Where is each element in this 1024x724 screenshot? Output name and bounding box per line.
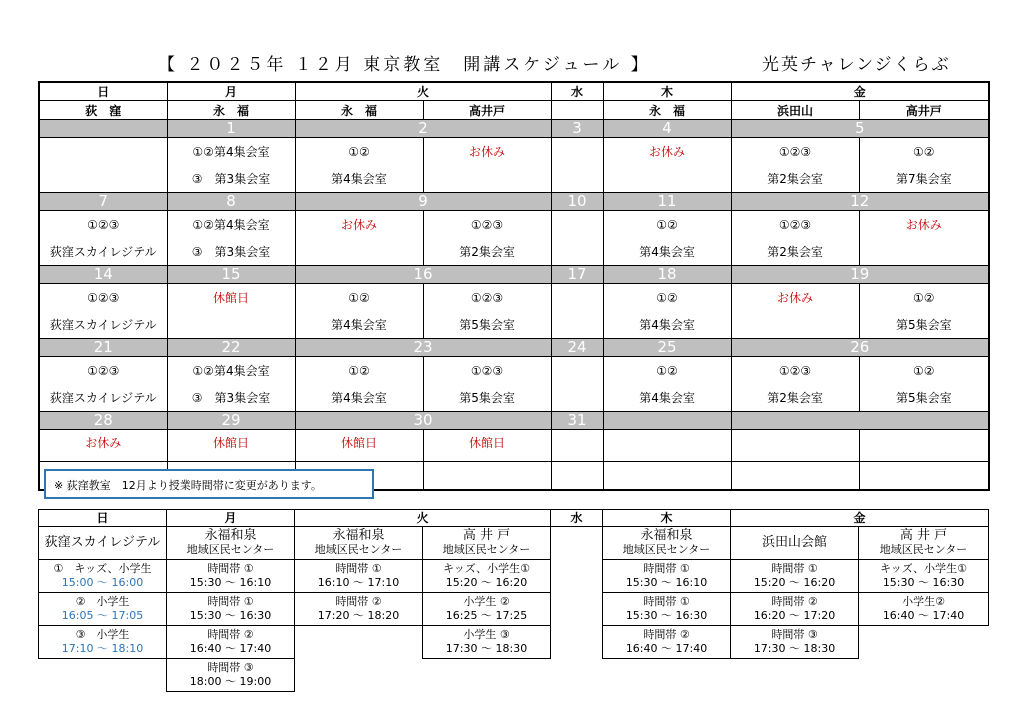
timeslot-time: 15:30 ～ 16:30 [882,576,965,589]
class-cell: ①② [603,211,731,239]
timeslot-label: 小学生② [902,595,945,608]
timeslot-cell [423,593,551,626]
date-cell: 9 [295,193,551,211]
weekday-fri: 金 [731,510,989,527]
timeslot-row [39,659,989,692]
room-cell: 第4集会室 [603,384,731,412]
venue-takaido-tue [423,527,551,560]
timeslot-time: 15:30 ～ 16:10 [625,576,708,589]
class-cell [551,430,603,462]
timeslot-label: 時間帯 ① [643,562,690,575]
class-cell: ①② [603,284,731,312]
timeslot-time: 17:10 ～ 18:10 [61,642,144,655]
timeslot-cell [731,593,859,626]
weekday-mon: 月 [167,82,295,101]
timeslot-time: 15:30 ～ 16:30 [189,609,272,622]
room-cell [295,238,423,266]
timeslot-time: 15:00 ～ 16:00 [61,576,144,589]
room-cell: 第4集会室 [295,384,423,412]
date-cell: 22 [167,339,295,357]
location-header: 永 福 [167,101,295,120]
timeslot-time: 16:20 ～ 17:20 [753,609,836,622]
venue-name: 永福和泉 [332,528,385,543]
class-cell: ①② [295,138,423,166]
closed-cell: お休み [423,138,551,166]
venue-eifuku-tue [295,527,423,560]
timeslot-time: 16:25 ～ 17:25 [445,609,528,622]
room-cell: 第2集会室 [731,165,859,193]
date-row [39,266,989,284]
timeslot-time: 15:30 ～ 16:10 [189,576,272,589]
closed-cell: お休み [731,284,859,312]
room-cell: 荻窪スカイレジテル [39,238,167,266]
class-cell: ①②③ [731,138,859,166]
venue-eifuku-thu [603,527,731,560]
class-cell [859,430,989,462]
location-header [551,101,603,120]
timeslot-label: 時間帯 ② [335,595,382,608]
date-cell: 18 [603,266,731,284]
timetable [38,509,989,692]
room-cell [423,165,551,193]
date-cell: 11 [603,193,731,211]
weekday-sun: 日 [39,82,167,101]
date-cell: 29 [167,412,295,430]
class-cell: ①② [295,357,423,385]
date-cell: 26 [731,339,989,357]
date-cell: 25 [603,339,731,357]
timeslot-cell [167,626,295,659]
class-cell: ①②③ [39,357,167,385]
room-cell: 第5集会室 [423,384,551,412]
timeslot-label: キッズ、小学生① [880,562,968,575]
venue-name: 浜田山会館 [762,535,828,550]
timeslot-cell [39,626,167,659]
timeslot-row [39,626,989,659]
room-cell: 第4集会室 [295,311,423,339]
timeslot-cell [167,659,295,692]
class-cell [551,357,603,385]
date-cell: 21 [39,339,167,357]
timeslot-label: 小学生 ② [463,595,510,608]
timeslot-label: ② 小学生 [75,595,130,608]
room-row [39,238,989,266]
class-cell: ①②第4集会室 [167,357,295,385]
closed-cell: お休み [39,430,167,462]
date-cell: 8 [167,193,295,211]
room-cell [603,165,731,193]
timeslot-cell [731,560,859,593]
timeslot-label: 時間帯 ① [643,595,690,608]
venue-name: 荻窪スカイレジテル [44,535,161,550]
room-cell: 第7集会室 [859,165,989,193]
room-cell: 第4集会室 [603,238,731,266]
room-row [39,311,989,339]
date-cell: 30 [295,412,551,430]
weekday-mon: 月 [167,510,295,527]
weekday-header-row [39,82,989,101]
class-cell [551,284,603,312]
venue-sub: 地域区民センター [314,543,403,556]
timeslot-label: 時間帯 ① [771,562,818,575]
venue-name: 高 井 戸 [899,528,948,543]
date-cell: 2 [295,120,551,138]
date-row [39,120,989,138]
timeslot-cell [167,593,295,626]
venue-name: 高 井 戸 [462,528,511,543]
location-header: 荻 窪 [39,101,167,120]
closed-cell: 休館日 [167,284,295,312]
weekday-thu: 木 [603,82,731,101]
timeslot-label: キッズ、小学生① [443,562,530,575]
date-cell: 7 [39,193,167,211]
room-cell: 第5集会室 [423,311,551,339]
weekday-wed: 水 [551,82,603,101]
weekday-wed: 水 [551,510,603,527]
schedule-change-note: ※ 荻窪教室 12月より授業時間帯に変更があります。 [44,469,374,499]
room-cell [551,384,603,412]
timetable-weekday-row [39,510,989,527]
date-cell: 5 [731,120,989,138]
closed-cell: 休館日 [295,430,423,462]
timeslot-label: 時間帯 ① [207,562,254,575]
weekday-thu: 木 [603,510,731,527]
class-cell: ①②③ [39,211,167,239]
class-row [39,284,989,312]
date-cell: 16 [295,266,551,284]
timeslot-time: 15:20 ～ 16:20 [445,576,528,589]
location-header-row [39,101,989,120]
weekday-tue: 火 [295,510,551,527]
weekday-tue: 火 [295,82,551,101]
class-cell: ①②③ [731,357,859,385]
venue-sub: 地域区民センター [879,543,968,556]
location-header: 高井戸 [859,101,989,120]
date-cell: 15 [167,266,295,284]
schedule-calendar [38,81,990,491]
venue-sub: 地域区民センター [442,543,531,556]
venue-ogikubo [39,527,167,560]
timeslot-cell [859,560,989,593]
timeslot-time: 16:05 ～ 17:05 [61,609,144,622]
room-cell: ③ 第3集会室 [167,238,295,266]
closed-cell: 休館日 [423,430,551,462]
timeslot-time: 16:40 ～ 17:40 [625,642,708,655]
room-cell [551,311,603,339]
timeslot-time: 15:20 ～ 16:20 [753,576,836,589]
class-cell: ①②③ [423,211,551,239]
closed-cell: お休み [295,211,423,239]
room-cell: 荻窪スカイレジテル [39,384,167,412]
location-header: 永 福 [603,101,731,120]
date-cell: 28 [39,412,167,430]
timeslot-time: 16:40 ～ 17:40 [189,642,272,655]
timeslot-cell [295,593,423,626]
timeslot-time: 18:00 ～ 19:00 [189,675,272,688]
venue-eifuku-mon [167,527,295,560]
class-cell: ①② [859,357,989,385]
class-cell: ①② [295,284,423,312]
room-cell: 第2集会室 [423,238,551,266]
timeslot-row [39,560,989,593]
class-cell: ①② [603,357,731,385]
timeslot-label: 時間帯 ③ [207,661,254,674]
room-cell [731,311,859,339]
date-cell: 4 [603,120,731,138]
timeslot-time: 16:10 ～ 17:10 [317,576,400,589]
date-cell: 17 [551,266,603,284]
organization-name: 光英チャレンジくらぶ [762,55,951,75]
class-cell [731,430,859,462]
venue-name: 永福和泉 [640,528,693,543]
room-row [39,384,989,412]
room-cell: 第5集会室 [859,311,989,339]
class-row [39,211,989,239]
timeslot-time: 17:20 ～ 18:20 [317,609,400,622]
timeslot-time: 17:30 ～ 18:30 [753,642,836,655]
timeslot-cell [731,626,859,659]
venue-name: 永福和泉 [204,528,257,543]
location-header: 浜田山 [731,101,859,120]
closed-cell: お休み [603,138,731,166]
date-row [39,193,989,211]
timeslot-cell [423,626,551,659]
room-cell: 荻窪スカイレジテル [39,311,167,339]
room-cell: 第4集会室 [295,165,423,193]
room-cell: 第2集会室 [731,238,859,266]
timeslot-label: 時間帯 ② [643,628,690,641]
weekday-sun: 日 [39,510,167,527]
timeslot-cell [167,560,295,593]
timeslot-label: ③ 小学生 [75,628,130,641]
timeslot-label: 小学生 ③ [463,628,510,641]
room-cell: 第5集会室 [859,384,989,412]
class-cell [551,138,603,166]
timeslot-time: 15:30 ～ 16:30 [625,609,708,622]
timeslot-cell [423,560,551,593]
timeslot-time: 16:40 ～ 17:40 [882,609,965,622]
room-cell [167,311,295,339]
timeslot-label: 時間帯 ① [335,562,382,575]
date-cell: 12 [731,193,989,211]
date-cell [39,120,167,138]
date-cell: 31 [551,412,603,430]
class-row [39,138,989,166]
timeslot-label: 時間帯 ② [771,595,818,608]
venue-takaido-fri [859,527,989,560]
date-row [39,339,989,357]
date-cell: 24 [551,339,603,357]
room-row [39,165,989,193]
timeslot-row [39,593,989,626]
timeslot-label: 時間帯 ② [207,628,254,641]
timeslot-label: ① キッズ、小学生 [53,562,152,575]
class-cell: ①②③ [731,211,859,239]
date-cell: 14 [39,266,167,284]
location-header: 高井戸 [423,101,551,120]
class-cell [603,430,731,462]
timeslot-cell [295,560,423,593]
venue-hamadayama-fri [731,527,859,560]
venue-row [39,527,989,560]
class-row [39,357,989,385]
class-cell: ①②③ [423,284,551,312]
venue-sub: 地域区民センター [622,543,711,556]
class-cell [39,138,167,166]
date-cell: 3 [551,120,603,138]
room-cell [859,238,989,266]
date-cell: 19 [731,266,989,284]
closed-cell: 休館日 [167,430,295,462]
timeslot-cell [39,593,167,626]
class-cell: ①②③ [423,357,551,385]
room-cell: 第4集会室 [603,311,731,339]
class-cell [551,211,603,239]
closed-cell: お休み [859,211,989,239]
class-row [39,430,989,462]
location-header: 永 福 [295,101,423,120]
date-cell [731,412,989,430]
room-cell: 第2集会室 [731,384,859,412]
date-row [39,412,989,430]
timeslot-cell [603,560,731,593]
date-cell: 10 [551,193,603,211]
date-cell: 1 [167,120,295,138]
timeslot-cell [39,560,167,593]
room-cell: ③ 第3集会室 [167,384,295,412]
timeslot-time: 17:30 ～ 18:30 [445,642,528,655]
timeslot-cell [603,626,731,659]
room-cell: ③ 第3集会室 [167,165,295,193]
page-title: 【 ２０２５年 １２月 東京教室 開講スケジュール 】 [158,55,651,75]
timeslot-cell [603,593,731,626]
timeslot-label: 時間帯 ③ [771,628,818,641]
class-cell: ①②第4集会室 [167,211,295,239]
room-cell [551,238,603,266]
date-cell [603,412,731,430]
timeslot-cell [859,593,989,626]
weekday-fri: 金 [731,82,989,101]
class-cell: ①②③ [39,284,167,312]
class-cell: ①② [859,284,989,312]
venue-sub: 地域区民センター [186,543,275,556]
timeslot-label: 時間帯 ① [207,595,254,608]
room-cell [551,165,603,193]
room-cell [39,165,167,193]
class-cell: ①② [859,138,989,166]
class-cell: ①②第4集会室 [167,138,295,166]
date-cell: 23 [295,339,551,357]
